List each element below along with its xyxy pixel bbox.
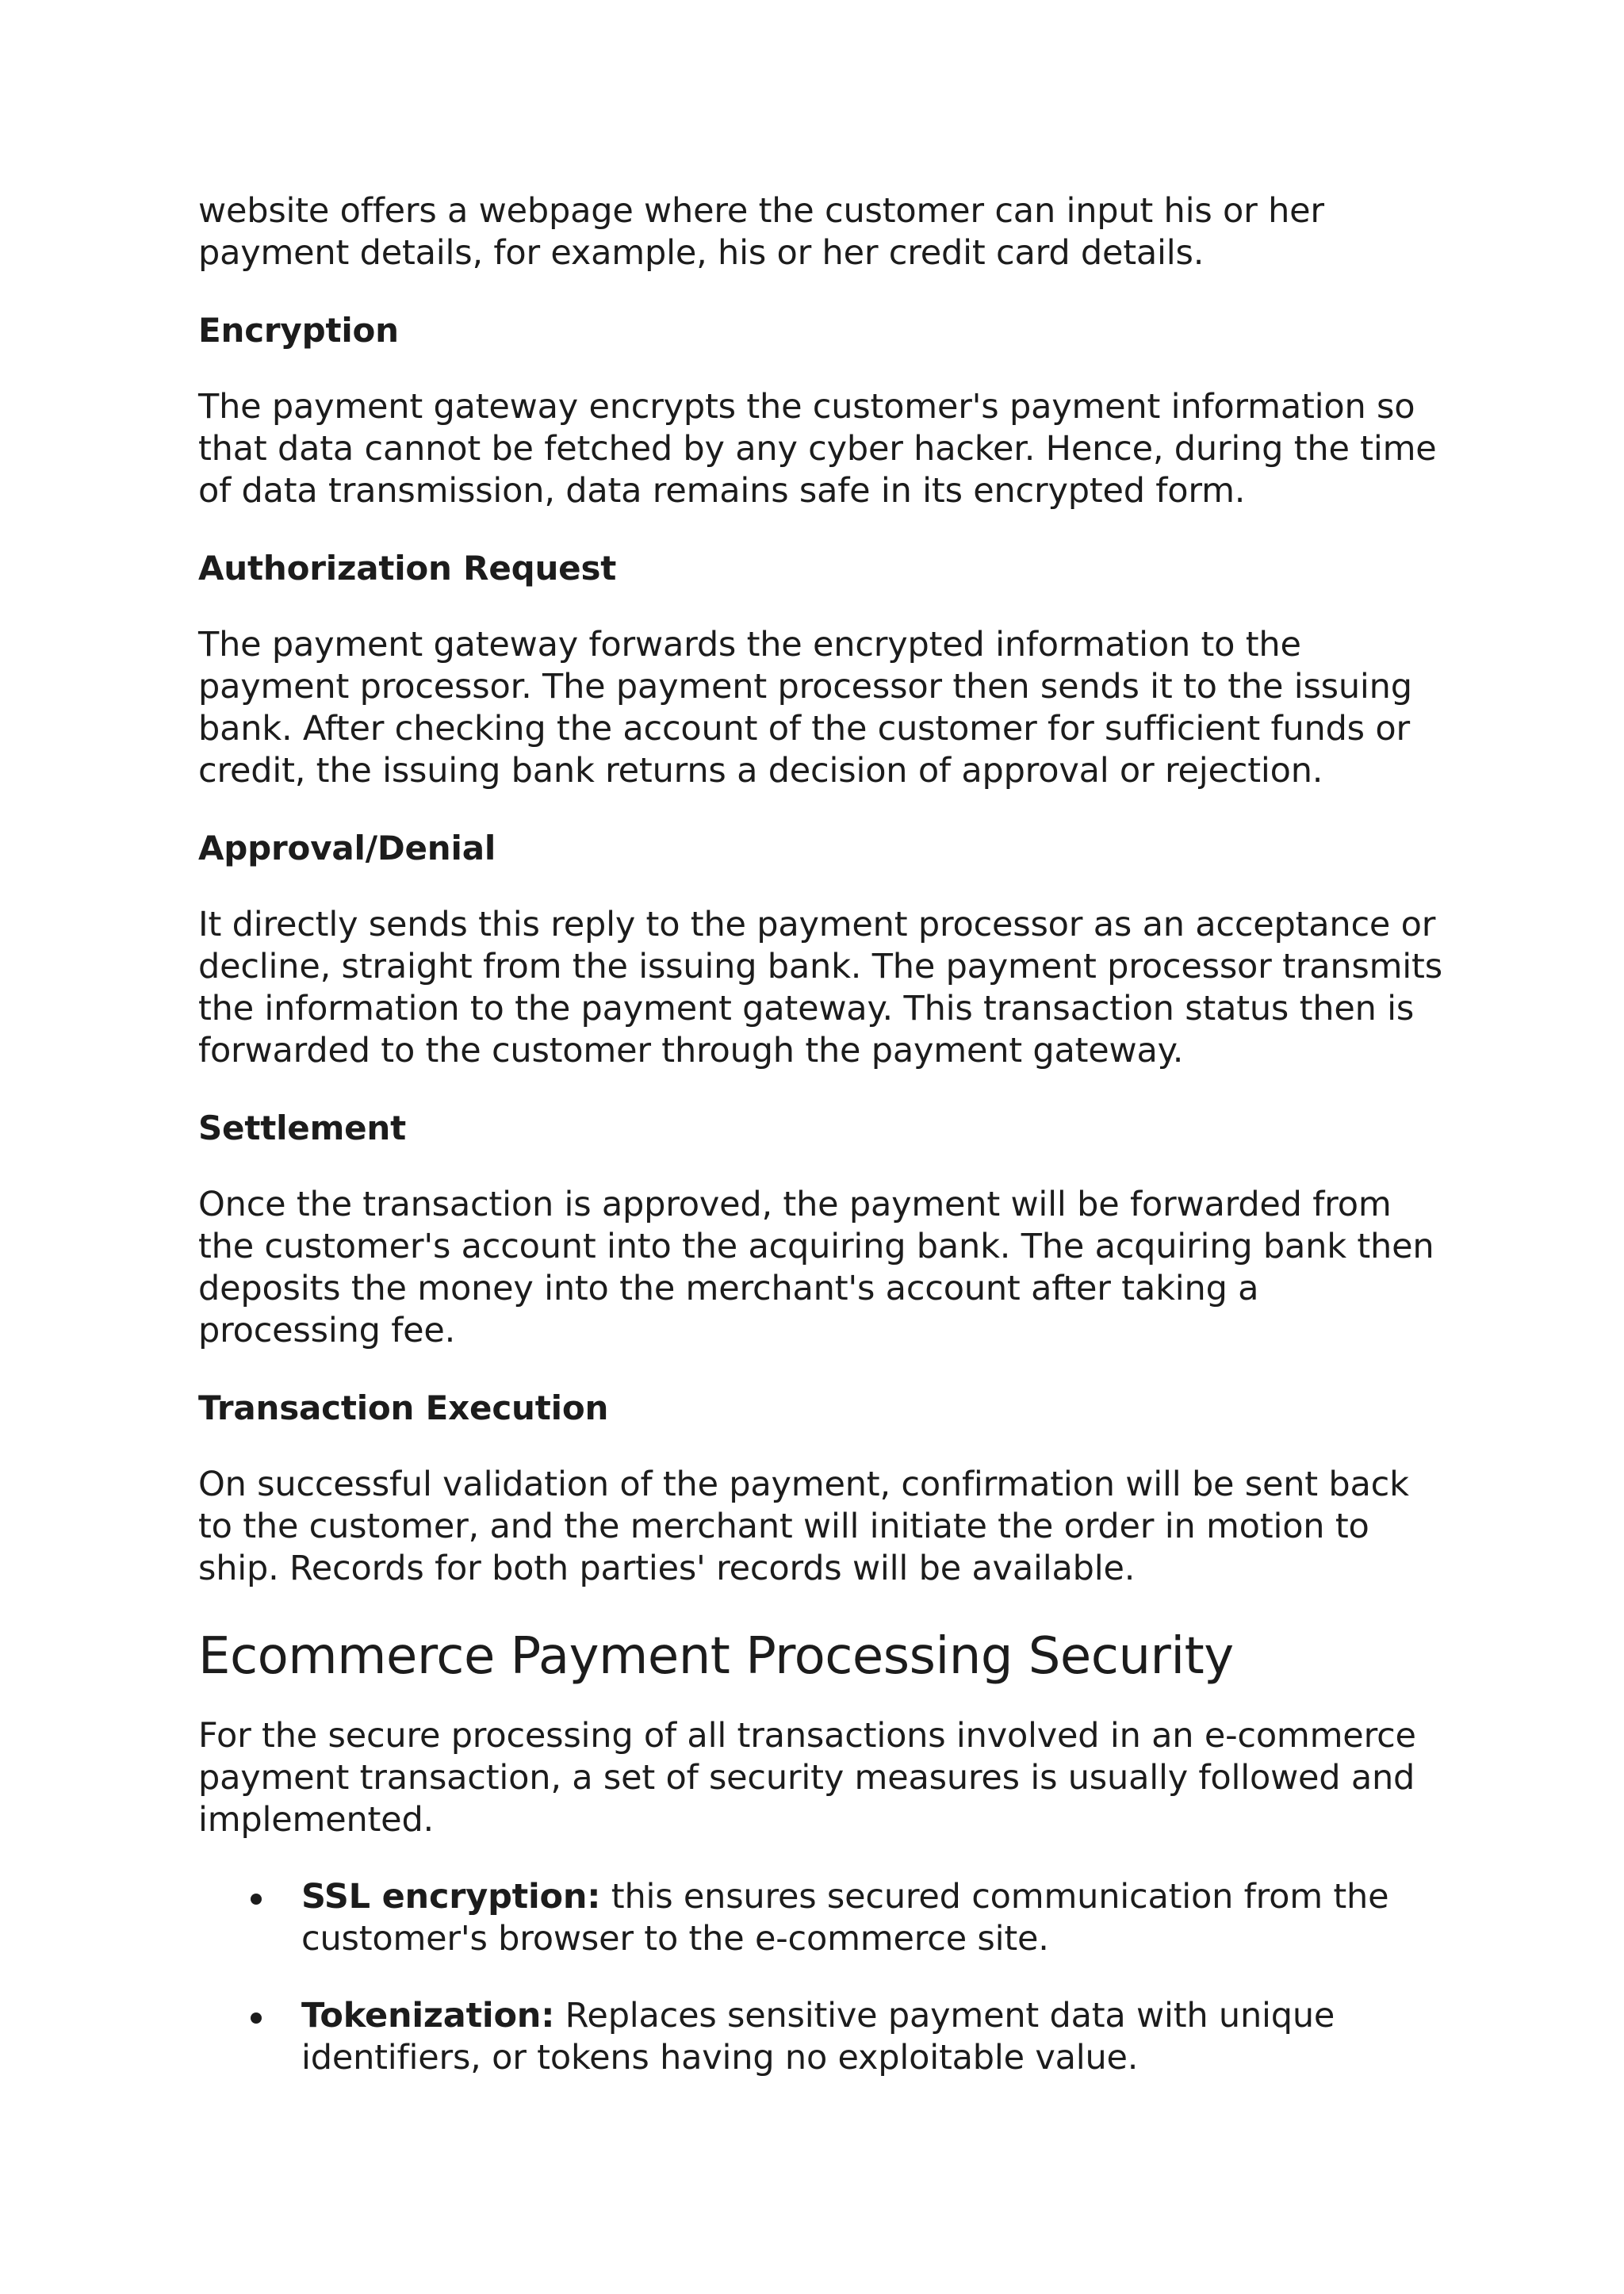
paragraph-encryption: The payment gateway encrypts the customer's payment information so that data cannot be fetched by any cyber hacker. Hence, during the time of data transmission, data remains safe in its encrypted form.: [198, 387, 1437, 511]
list-item-ssl-encryption: [301, 1876, 1451, 1960]
list-item-term: Tokenization:: [301, 1996, 555, 2035]
heading-approval-denial: Approval/Denial: [198, 829, 496, 867]
paragraph-checkout-continuation: website offers a webpage where the customer can input his or her payment details, for example, his or her credit card details.: [198, 191, 1324, 273]
heading-encryption: Encryption: [198, 311, 399, 350]
paragraph-authorization-request: The payment gateway forwards the encrypted information to the payment processor. The payment processor then sends it to the issuing bank. After checking the account of the customer for sufficient funds or credit, the issuing bank returns a decision of approval or rejection.: [198, 625, 1412, 791]
list-item-tokenization: [301, 1995, 1451, 2079]
document-page: [198, 190, 1451, 2114]
list-item-text: this ensures secured communication from the customer's browser to the e-commerce site.: [301, 1877, 1389, 1959]
heading-transaction-execution: Transaction Execution: [198, 1388, 609, 1427]
paragraph-security-intro: For the secure processing of all transactions involved in an e-commerce payment transaction, a set of security measures is usually followed and implemented.: [198, 1716, 1416, 1840]
heading-authorization-request: Authorization Request: [198, 549, 617, 588]
section-title-security: Ecommerce Payment Processing Security: [198, 1627, 1234, 1686]
bullet-icon: [251, 2013, 262, 2024]
paragraph-settlement: Once the transaction is approved, the payment will be forwarded from the customer's account into the acquiring bank. The acquiring bank then deposits the money into the merchant's account after taking a processing fee.: [198, 1185, 1434, 1350]
list-item-term: SSL encryption:: [301, 1877, 601, 1917]
paragraph-approval-denial: It directly sends this reply to the payment processor as an acceptance or decline, straight from the issuing bank. The payment processor transmits the information to the payment gateway. This transaction status then is forwarded to the customer through the payment gateway.: [198, 905, 1442, 1070]
security-measures-list: [198, 1876, 1451, 2079]
list-item-text: Replaces sensitive payment data with unique identifiers, or tokens having no exploitable value.: [301, 1996, 1335, 2078]
paragraph-transaction-execution: On successful validation of the payment, confirmation will be sent back to the customer, and the merchant will initiate the order in motion to ship. Records for both parties' records will be available.: [198, 1465, 1409, 1588]
bullet-icon: [251, 1894, 262, 1905]
heading-settlement: Settlement: [198, 1109, 406, 1147]
